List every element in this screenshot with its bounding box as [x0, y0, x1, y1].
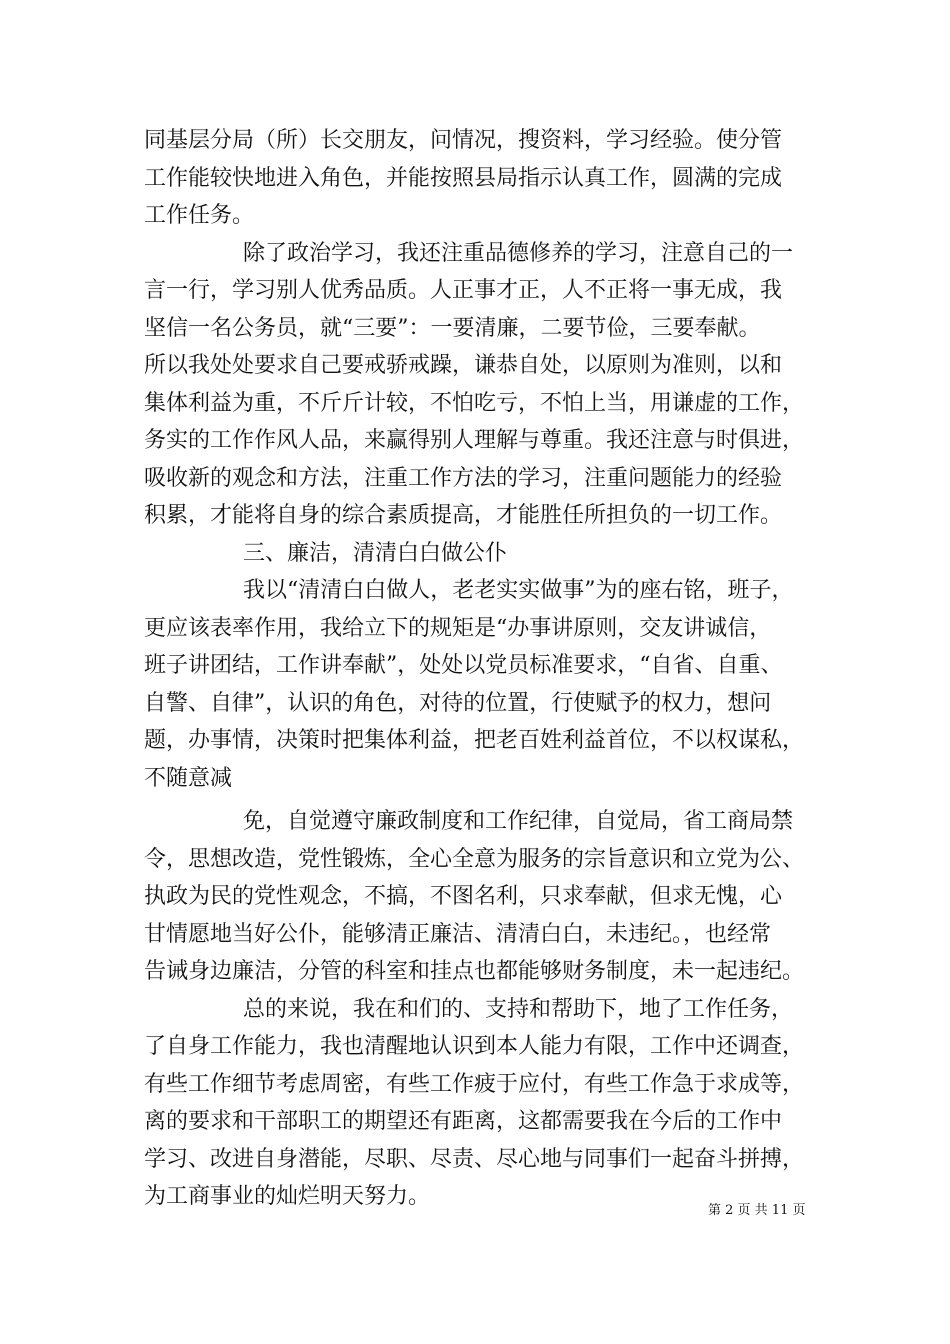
page-number-footer: 第 2 页 共 11 页: [708, 1203, 806, 1218]
text-line: 务实的工作作风人品，来赢得别人理解与尊重。我还注意与时俱进，: [144, 428, 805, 453]
paragraph-start-line: 总的来说，我在和们的、支持和帮助下，地了工作任务，: [243, 996, 794, 1022]
text-line: 同基层分局（所）长交朋友，问情况，搜资料，学习经验。使分管: [144, 128, 783, 153]
text-line: 吸收新的观念和方法，注重工作方法的学习，注重问题能力的经验: [144, 465, 783, 491]
text-line: 言一行，学习别人优秀品质。人正事才正，人不正将一事无成，我: [144, 278, 783, 303]
text-line: 执政为民的党性观念，不搞，不图名利，只求奉献，但求无愧，心: [144, 884, 783, 909]
document-body: [144, 122, 824, 1216]
text-line: 班子讲团结，工作讲奉献”，处处以党员标准要求，“自省、自重、: [144, 653, 783, 678]
paragraph-start-line: 我以“清清白白做人，老老实实做事”为的座右铭，班子，: [243, 578, 794, 603]
text-line: 令，思想改造，党性锻炼，全心全意为服务的宗旨意识和立党为公、: [144, 846, 805, 872]
text-line: 为工商事业的灿烂明天努力。: [144, 1184, 431, 1209]
text-line: 不随意减: [144, 765, 233, 791]
paragraph-start-line: 除了政治学习，我还注重品德修养的学习，注意自己的一: [243, 240, 794, 266]
text-line: 积累，才能将自身的综合素质提高，才能胜任所担负的一切工作。: [144, 503, 783, 528]
text-line: 告诫身边廉洁，分管的科室和挂点也都能够财务制度，未一起违纪。: [144, 959, 805, 984]
text-line: 工作任务。: [144, 203, 255, 228]
paragraph-start-line: 免，自觉遵守廉政制度和工作纪律，自觉局，省工商局禁: [243, 809, 794, 834]
text-line: 集体利益为重，不斤斤计较，不怕吃亏，不怕上当，用谦虚的工作，: [144, 390, 805, 416]
text-line: 学习、改进自身潜能，尽职、尽责、尽心地与同事们一起奋斗拼搏，: [144, 1146, 805, 1172]
text-line: 了自身工作能力，我也清醒地认识到本人能力有限，工作中还调查，: [144, 1034, 805, 1059]
section-heading: 三、廉洁，清清白白做公仆: [243, 540, 508, 566]
text-line: 自警、自律”，认识的角色，对待的位置，行使赋予的权力，想问: [144, 690, 772, 716]
text-line: 更应该表率作用，我给立下的规矩是“办事讲原则，交友讲诚信，: [144, 615, 772, 641]
text-line: 所以我处处要求自己要戒骄戒躁，谦恭自处，以原则为准则，以和: [144, 353, 783, 378]
text-line: 工作能较快地进入角色，并能按照县局指示认真工作，圆满的完成: [144, 165, 783, 191]
text-line: 甘情愿地当好公仆，能够清正廉洁、清清白白，未违纪。，也经常: [144, 921, 772, 947]
text-line: 有些工作细节考虑周密，有些工作疲于应付，有些工作急于求成等，: [144, 1071, 805, 1097]
text-line: 离的要求和干部职工的期望还有距离，这都需要我在今后的工作中: [144, 1109, 783, 1134]
text-line: 题，办事情，决策时把集体利益，把老百姓利益首位，不以权谋私，: [144, 728, 805, 753]
text-line: 坚信一名公务员，就“三要”：一要清廉，二要节俭，三要奉献。: [144, 315, 761, 341]
